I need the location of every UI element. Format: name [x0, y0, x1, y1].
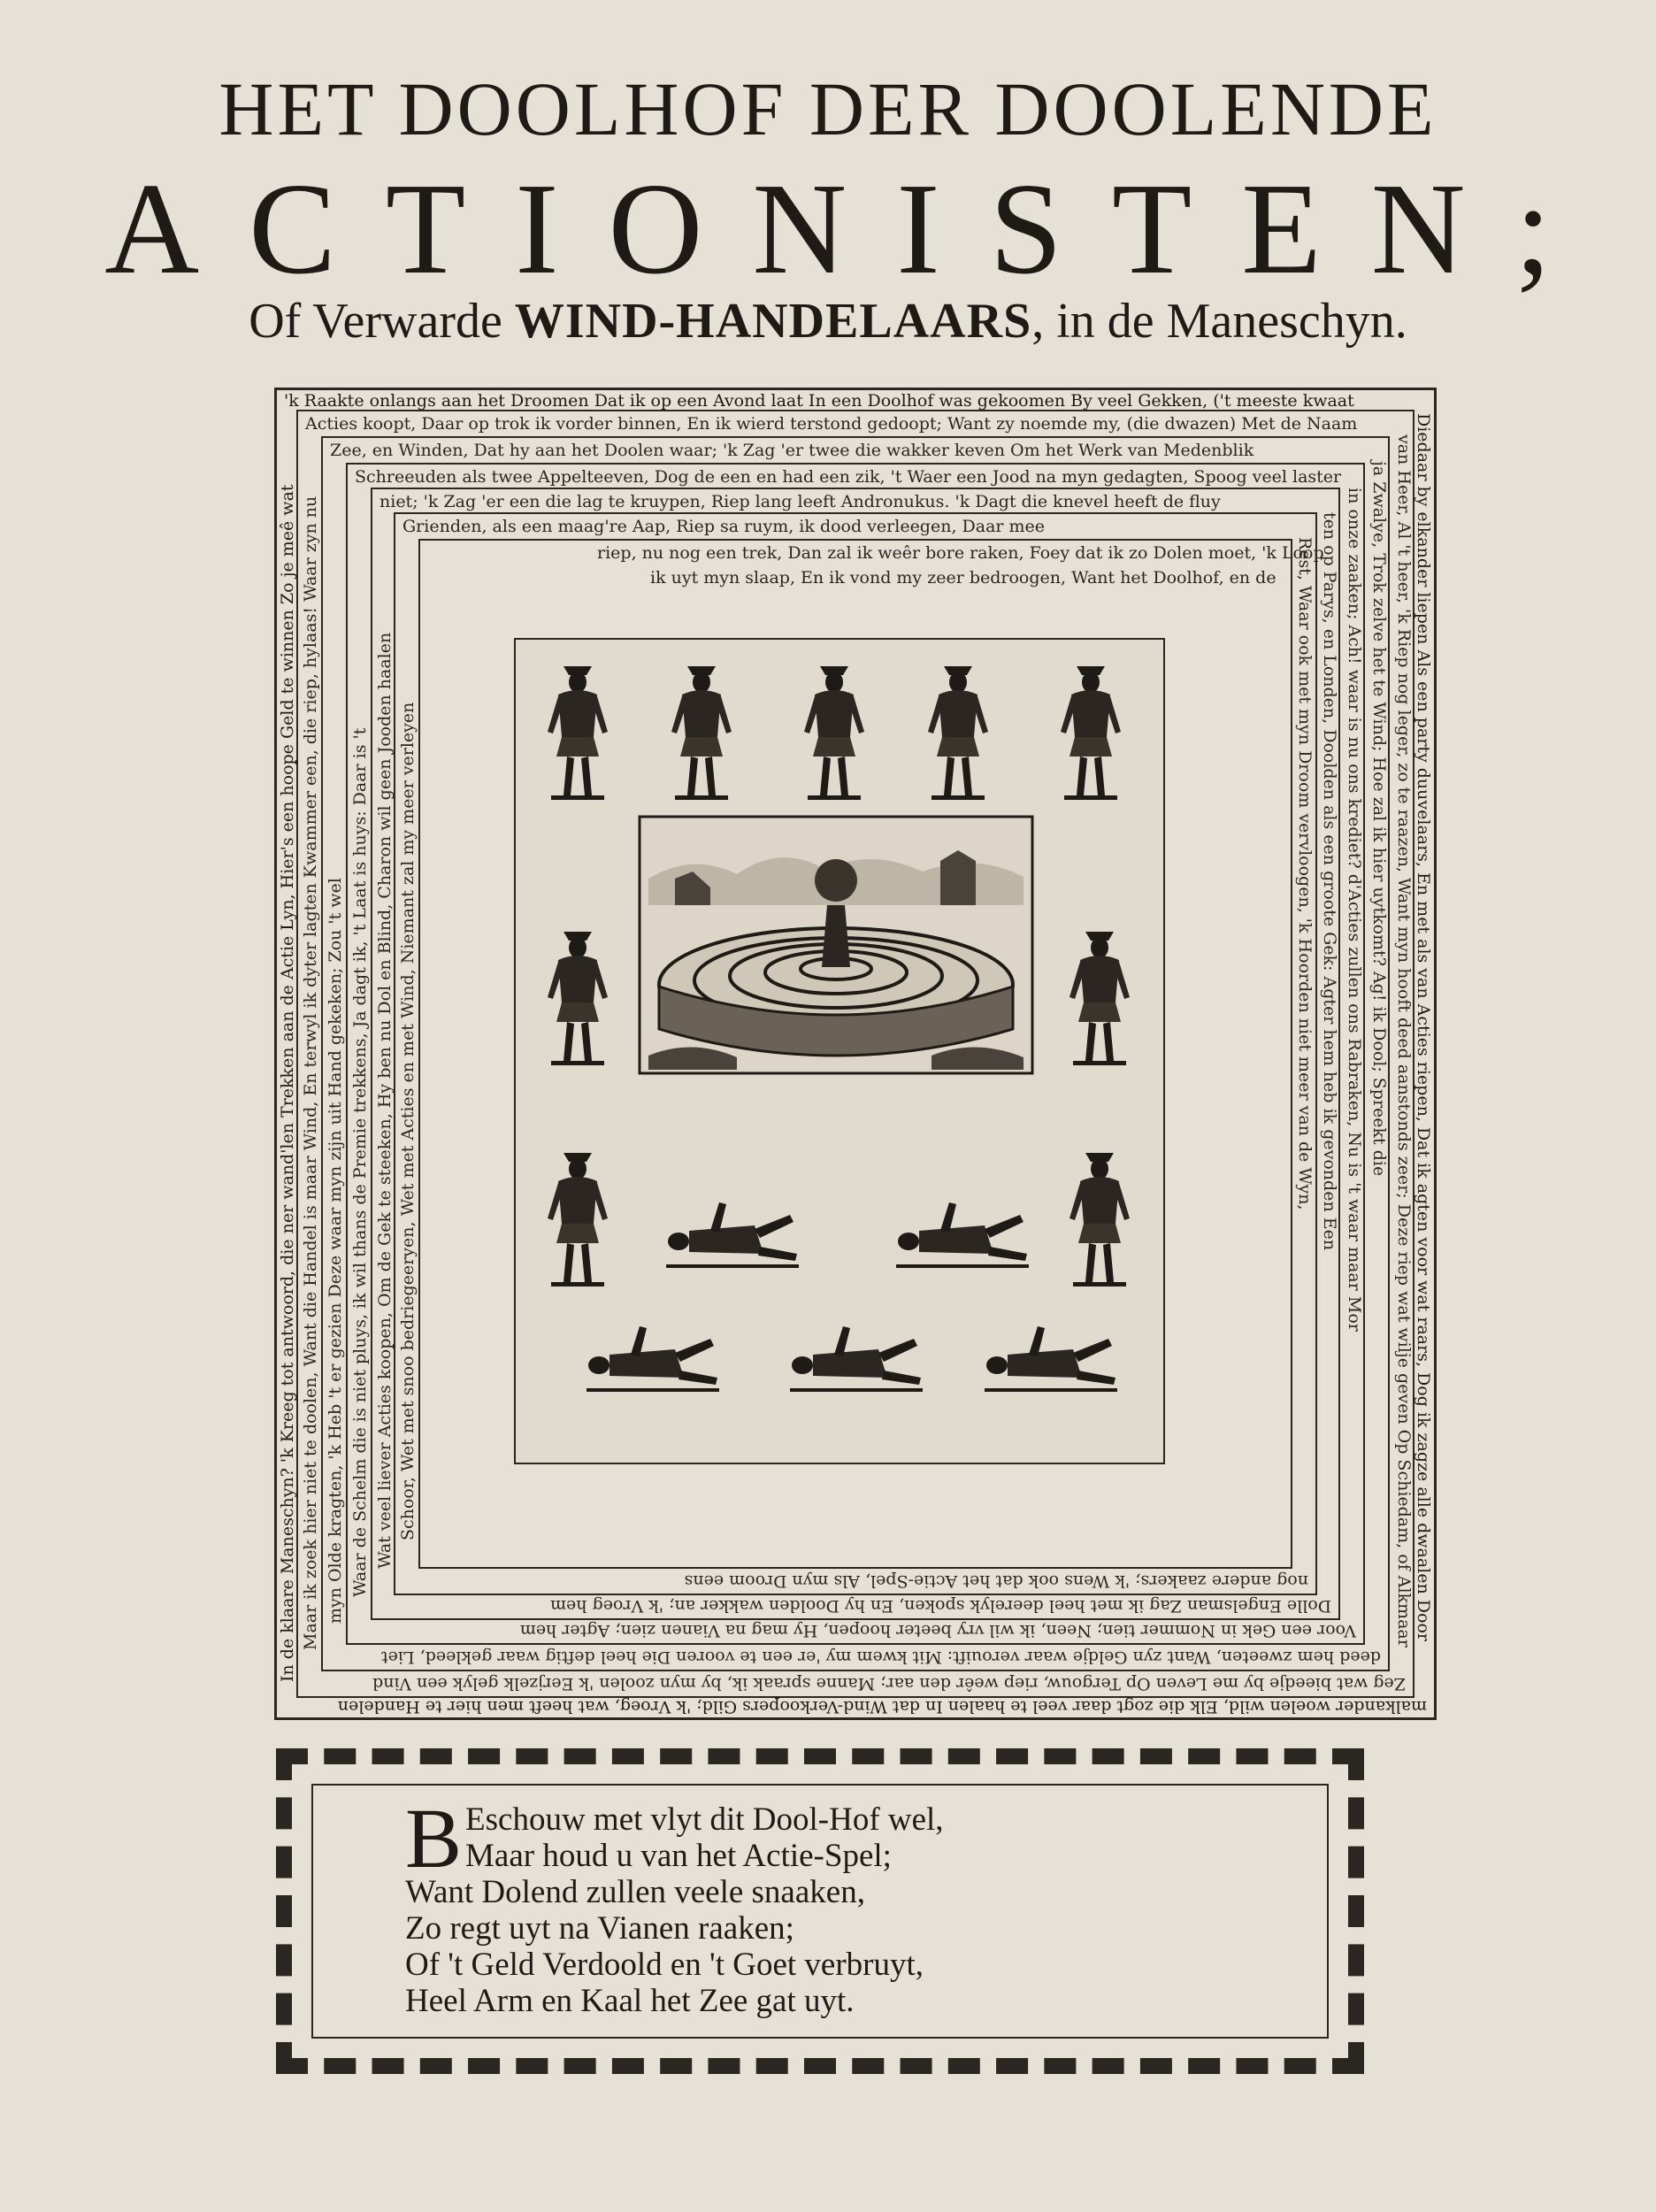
- verse-line-6: Heel Arm en Kaal het Zee gat uyt.: [405, 1983, 855, 2019]
- subtitle-bold: WIND-HANDELAARS: [514, 294, 1032, 349]
- title-line-1: HET DOOLHOF DER DOOLENDE: [218, 66, 1438, 151]
- maze-ring-2-right: van Heer, Al 't heer, 'k Riep nog leger, zo te raazen, Want myn hooft deed aanstonds zeer; Deze riep wat wilje geven Op Schiedam, of Alkmaar: [1394, 434, 1414, 1647]
- maze-ring-6-bottom: nog andere zaakers; 'k Wens ook dat het Actie-Spel, Als myn Droom eens: [684, 1571, 1308, 1591]
- verse-dropcap: B: [405, 1791, 463, 1886]
- maze-ring-4-right: in onze zaaken; Ach! waar is nu ons krediet? d'Acties zullen ons Rabraken, Nu is 't waar maar Mor: [1345, 488, 1364, 1332]
- verse-line-2: Maar houd u van het Actie-Spel;: [465, 1838, 892, 1874]
- maze-ring-4-left: Waar de Schelm die is niet pluys, ik wil thans de Premie trekkens, Ja dagt ik, 't Laat is huys: Daar is 't: [350, 727, 370, 1597]
- maze-ring-5-left: Wat veel liever Acties koopen, Om de Gek te steeken, Hy ben nu Dol en Blind, Charon wil geen Jooden haalen: [375, 632, 395, 1569]
- maze-ring-2-top: Acties koopt, Daar op trok ik vorder binnen, En ik wierd terstond gedoopt; Want zy noemde my, (die dwazen) Met de Naam: [305, 414, 1358, 434]
- subtitle: [0, 294, 1656, 349]
- maze-ring-1-left: In de klaare Maneschyn? 'k Kreeg tot antwoord, die ner wand'len Trekken aan de Actie Lyn, Hier's een hoope Geld te winnen Zo je meê wat: [278, 484, 297, 1682]
- maze-ring-3-bottom: deed hem zweeten, Want zyn Geldje waar verouift: Mit kwem my 'er een te vooren Die heel deftig waar gekleed, Liet: [381, 1647, 1381, 1667]
- verse-line-3: Want Dolend zullen veele snaaken,: [405, 1874, 865, 1910]
- maze-ring-6-left: Schoor, Wet met snoo bedriegeeryen, Wet met Acties en met Wind, Niemant zal my meer verleyen: [398, 702, 418, 1540]
- maze-ring-5-right: ten op Parys, en Londen, Doolden als een groote Gek: Agter hem heb ik gevonden Een: [1320, 512, 1339, 1251]
- maze-ring-4-top: Schreeuden als twee Appelteeven, Dog de een en had een zik, 't Waer een Jood na myn gedagten, Spoog veel laster: [355, 467, 1342, 487]
- verse-line-5: Of 't Geld Verdoold en 't Goet verbruyt,: [405, 1947, 924, 1983]
- maze-ring-8-top: ik uyt myn slaap, En ik vond my zeer bedroogen, Want het Doolhof, en de: [650, 568, 1276, 588]
- maze-ring-5-top: niet; 'k Zag 'er een die lag te kruypen, Riep lang leeft Andronukus. 'k Dagt die knevel heeft de fluy: [380, 492, 1221, 511]
- maze-ring-3-top: Zee, en Winden, Dat hy aan het Doolen waar; 'k Zag 'er twee die wakker keven Om het Werk van Medenblik: [330, 441, 1254, 460]
- maze-ring-2-bottom: Zeg wat bieedje by me Leven Op Tergouw, riep weêr den aar; Manne spraak ik, by myn zoolen 'k Eerjzelk gelyk een Vind: [372, 1674, 1406, 1694]
- verse-text: [405, 1791, 1201, 2019]
- maze-ring-2-left: Maar ik zoek hier niet te doolen, Want die Handel is maar Wind, En terwyl ik dyter lagten Kwammer een, die riep, hylaas! Waar zyn nu: [301, 495, 320, 1650]
- woodcut-figures: [516, 640, 1163, 1463]
- subtitle-pre: Of Verwarde: [249, 294, 515, 349]
- maze-ring-3-left: myn Olde kragten, 'k Heb 't er gezien Deze waar myn zijn uit Hand gekeken; Zou 't wel: [326, 878, 345, 1624]
- maze-ring-6-right: Rest, Waar ook met myn Droom vervloogen, 'k Hoorden niet meer van de Wyn,: [1295, 537, 1315, 1210]
- maze-ring-1-right: Diedaar by elkander liepen Als een party duuvelaars, En met als van Acties riepen, Dat ik agten voor wat raars, Dog ik zagze alle dwaalen Door: [1414, 413, 1433, 1641]
- maze-ring-5-bottom: Dolle Engelsman Zag ik met heel deerelyk spoken, En hy Doolden wakker an; 'k Vroeg hem: [550, 1596, 1331, 1616]
- verse-line-4: Zo regt uyt na Vianen raaken;: [405, 1910, 794, 1947]
- title-line-2: ACTIONISTEN;: [104, 157, 1601, 302]
- maze-ring-6-top: Grienden, als een maag're Aap, Riep sa ruym, ik dood verleegen, Daar mee: [402, 517, 1046, 536]
- maze-ring-1-top: 'k Raakte onlangs aan het Droomen Dat ik op een Avond laat In een Doolhof was gekoomen By veel Gekken, ('t meeste kwaat: [284, 391, 1354, 411]
- maze-ring-1-bottom: malkander woelen wild, Elk die zogt daar veel te haalen In dat Wind-Verkoopers Gild; 'k Vroeg, wat heeft men hier te Handelen: [337, 1697, 1427, 1717]
- maze-ring-7-top: riep, nu nog een trek, Dan zal ik weêr bore raken, Foey dat ik zo Dolen moet, 'k Loop: [597, 543, 1324, 563]
- maze-ring-4-bottom: Voor een Gek in Nommer tien; Neen, ik wil vry beeter hoopen, Hy mag na Vianen zien; Agter hem: [519, 1621, 1356, 1640]
- verse-line-1: Eschouw met vlyt dit Dool-Hof wel,: [465, 1801, 944, 1838]
- maze-ring-3-right: ja Zwalye, Trok zelve het te Wind; Hoe zal ik hier uytkomt? Ag! ik Dool; Spreekt die: [1369, 461, 1389, 1177]
- subtitle-post: , in de Maneschyn.: [1031, 294, 1407, 349]
- woodcut-plate: [514, 638, 1165, 1464]
- labyrinth-text-frame: [274, 388, 1437, 1720]
